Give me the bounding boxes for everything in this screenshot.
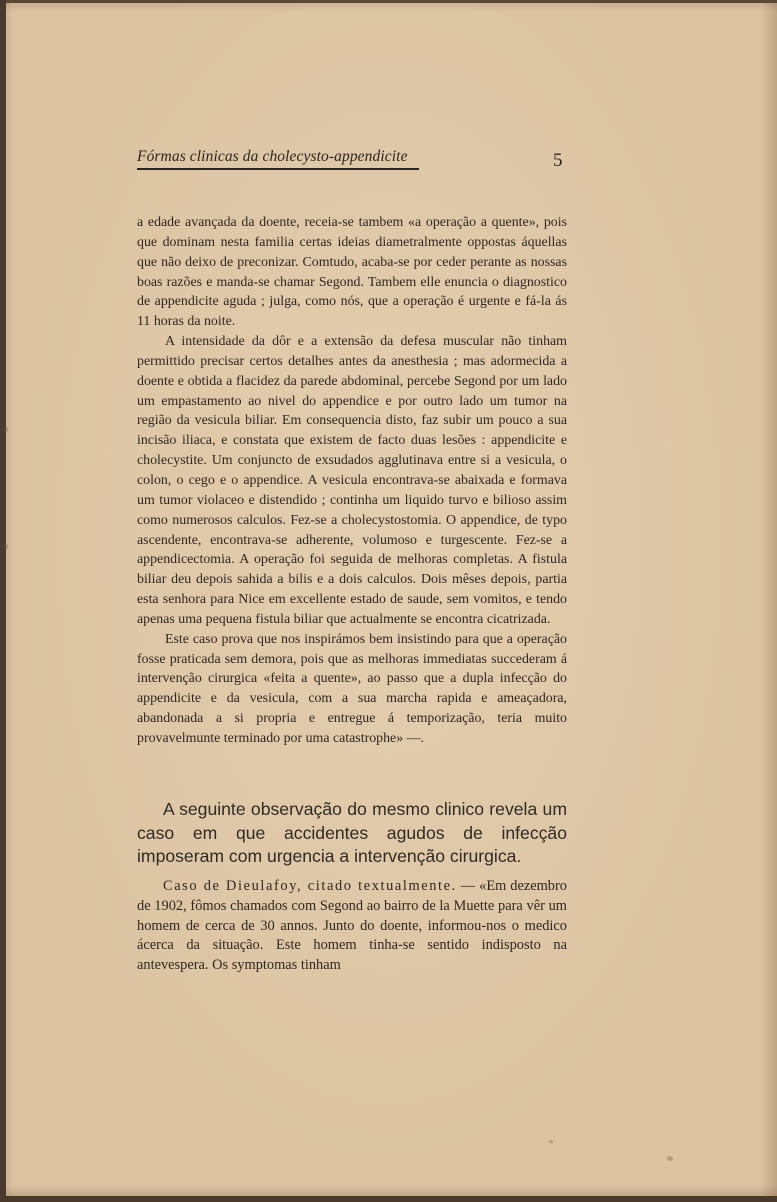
quoted-case-text [137,213,567,749]
paragraph-5 [137,877,567,976]
running-head [137,148,419,170]
page-bottom-edge [0,1196,777,1202]
paragraph-2: A intensidade da dôr e a extensão da defesa muscular não tinham permittido precisar certos detalhes antes da anesthesia ; mas adormecida a doente e obtida a flacidez da parede abdominal, percebe Segond por um lado um empastamento ao nivel do appendice e por outro lado um tumor na região da vesicula biliar. Em consequencia disto, faz subir um pouco a sua incisão iliaca, e constata que existem de facto duas lesões : appendicite e cholecystite. Um conjuncto de exsudados agglutinava entre si a vesicula, o colon, o cego e o appendice. A vesicula encontrava-se abaixada e formava um tumor violaceo e distendido ; continha um liquido turvo e bilioso assim como numerosos calculos. Fez-se a cholecystostomia. O appendice, de typo ascendente, encontrava-se adherente, volumoso e turgescente. Fez-se a appendicectomia. A operação foi seguida de melhoras completas. A fistula biliar deu depois sahida a bilis e a dois calculos. Dois mêses depois, partia esta senhora para Nice em excellente estado de saude, sem vomitos, e tendo apenas uma pequena fistula biliar que actualmente se encontra cicatrizada. [137,334,567,627]
page-top-edge [0,0,777,3]
running-head-title: Fórmas clinicas da cholecysto-appendicite [137,148,408,165]
page-number: 5 [553,150,563,171]
paragraph-4: A seguinte observação do mesmo clinico revela um caso em que accidentes agudos de infecção imposeram com urgencia a intervenção cirurgica. [137,799,567,866]
page-binding-edge [0,0,6,1202]
ink-speck [3,426,8,432]
paragraph-5-text: — «Em dezembro de 1902, fômos chamados com Segond ao bairro de la Muette para vêr um homem de cerca de 30 annos. Junto do doente, informou-nos o medico ácerca da situação. Este homem tinha-se sentido indisposto na antevespera. Os symptomas tinham [137,878,567,974]
case-heading: Caso de Dieulafoy, citado textualmente. [163,878,457,894]
ink-speck [3,544,8,550]
ink-speck [549,1140,553,1143]
paragraph-1: a edade avançada da doente, receia-se tambem «a operação a quente», pois que dominam nesta familia certas ideias diametralmente oppostas áquellas que não deixo de preconizar. Comtudo, acaba-se por ceder perante as nossas boas razões e manda-se chamar Segond. Tambem elle enuncia o diagnostico de appendicite aguda ; julga, como nós, que a operação é urgente e fá-la ás 11 horas da noite. [137,215,567,330]
ink-speck [667,1156,673,1161]
paragraph-3: Este caso prova que nos inspirámos bem insistindo para que a operação fosse praticada sem demora, pois que as melhoras immediatas succederam á intervenção cirurgica «feita a quente», ao passo que a dupla infecção do appendicite e da vesicula, com a sua marcha rapida e ameaçadora, abandonada a si propria e entregue á temporização, teria muito provavelmunte terminado por uma catastrophe» —. [137,631,567,746]
